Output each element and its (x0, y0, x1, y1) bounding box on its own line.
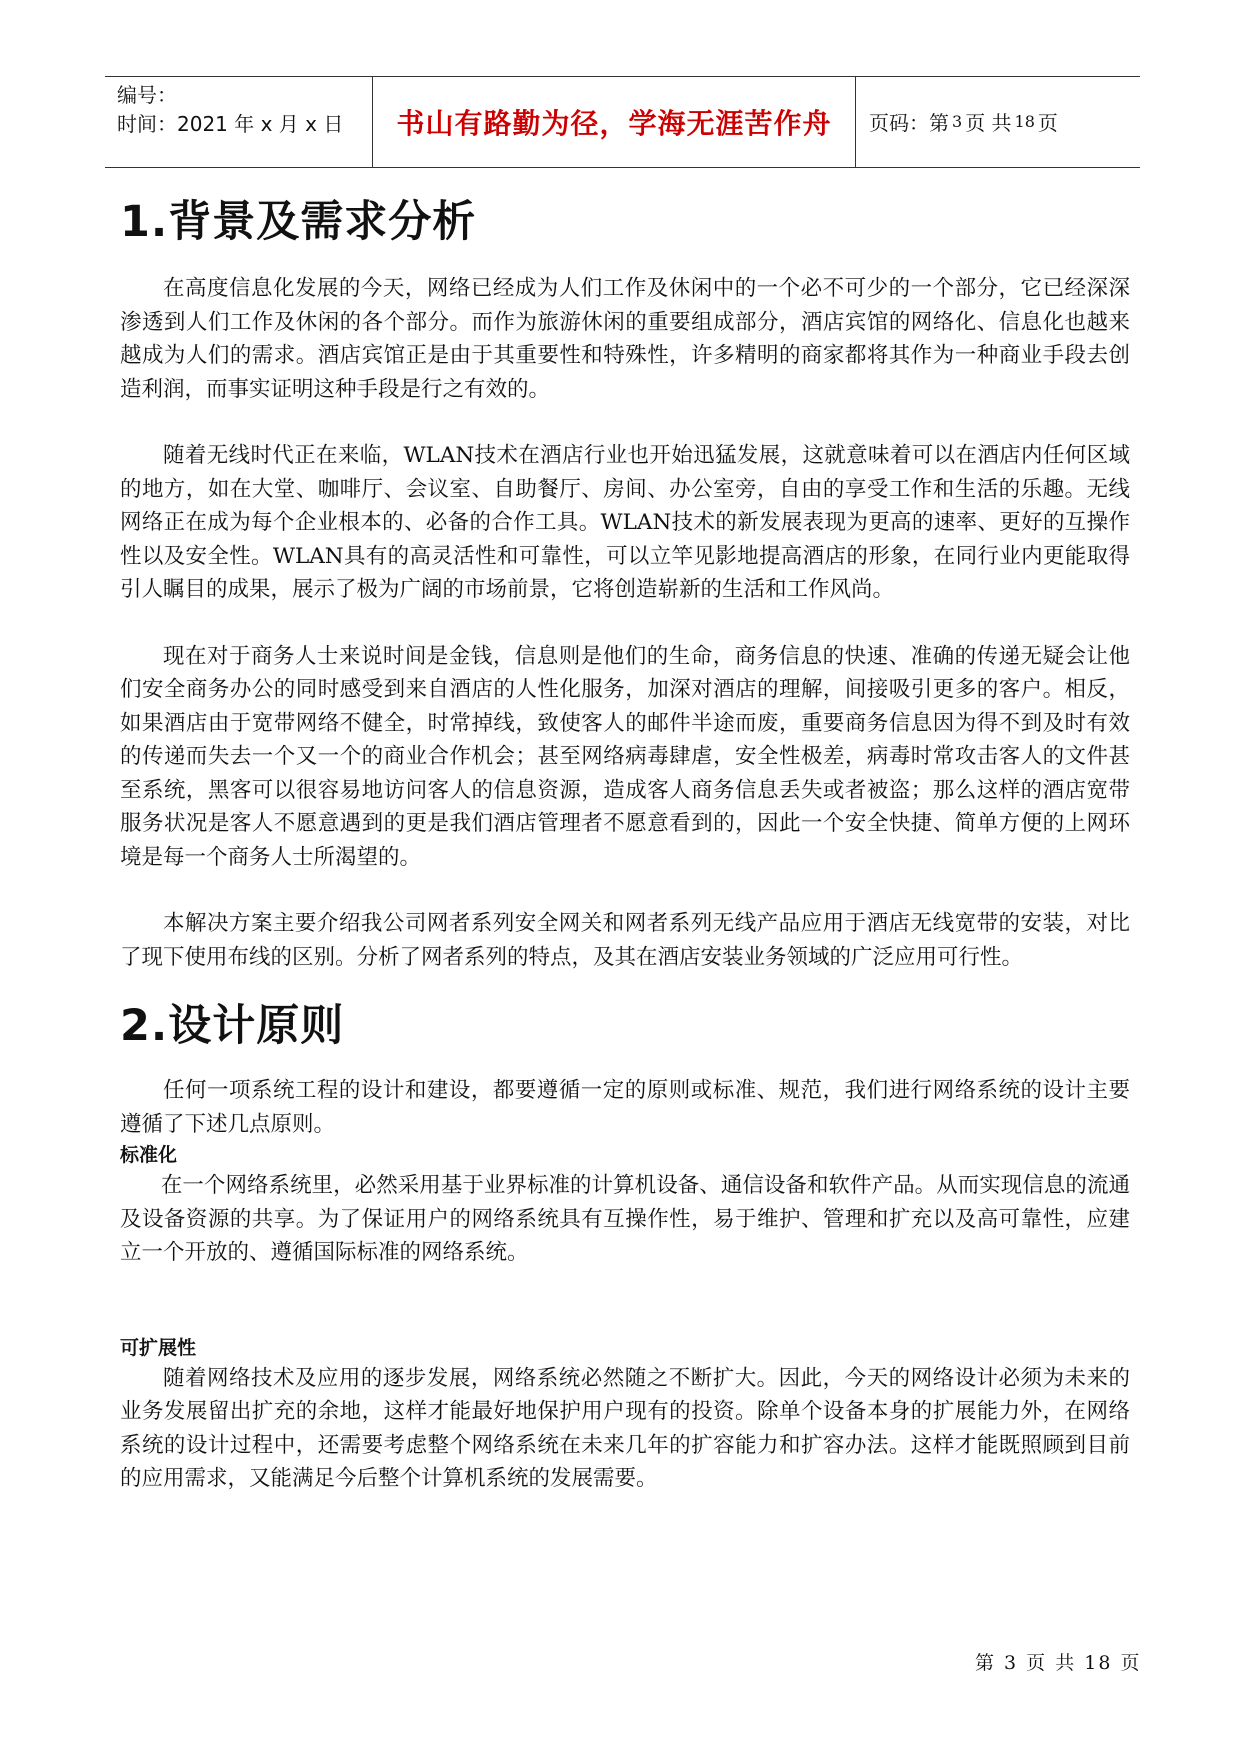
page-prefix: 页码：第 (869, 111, 949, 135)
section-2-intro: 任何一项系统工程的设计和建设，都要遵循一定的原则或标准、规范，我们进行网络系统的设计主要遵循了下述几点原则。 (120, 1078, 1130, 1137)
header-number-label: 编号： (117, 83, 177, 107)
section-1-paragraph: 在高度信息化发展的今天，网络已经成为人们工作及休闲中的一个必不可少的一个部分，它已经深深渗透到人们工作及休闲的各个部分。而作为旅游休闲的重要组成部分，酒店宾馆的网络化、信息化也越来越成为人们的需求。酒店宾馆正是由于其重要性和特殊性，许多精明的商家都将其作为一种商业手段去创造利润，而事实证明这种手段是行之有效的。 (120, 276, 1130, 402)
page-footer: 第 3 页 共 18 页 (975, 1652, 1142, 1674)
page-mid: 页 共 (965, 111, 1012, 135)
section-2-title: 2.设计原则 (120, 1001, 345, 1051)
section-1-title: 1.背景及需求分析 (120, 197, 477, 247)
page-total: 18 (1014, 112, 1035, 131)
header-divider (855, 77, 856, 167)
header-time-label: 时间：2021 年 x 月 x 日 (117, 112, 344, 136)
document-body (120, 190, 1130, 1496)
section-1-paragraph: 随着无线时代正在来临，WLAN技术在酒店行业也开始迅猛发展，这就意味着可以在酒店内任何区域的地方，如在大堂、咖啡厅、会议室、自助餐厅、房间、办公室旁，自由的享受工作和生活的乐趣。无线网络正在成为每个企业根本的、必备的合作工具。WLAN技术的新发展表现为更高的速率、更好的互操作性以及安全性。WLAN具有的高灵活性和可靠性，可以立竿见影地提高酒店的形象，在同行业内更能取得引人瞩目的成果，展示了极为广阔的市场前景，它将创造崭新的生活和工作风尚。 (120, 443, 1130, 602)
header-page-number (869, 77, 1058, 166)
page-suffix: 页 (1037, 111, 1058, 135)
header-motto: 书山有路勤为径，学海无涯苦作舟 (396, 106, 832, 140)
section-1-paragraph: 本解决方案主要介绍我公司网者系列安全网关和网者系列无线产品应用于酒店无线宽带的安装，对比了现下使用布线的区别。分析了网者系列的特点，及其在酒店安装业务领域的广泛应用可行性。 (120, 911, 1130, 970)
page-current: 3 (952, 112, 963, 131)
subsection-text: 在一个网络系统里，必然采用基于业界标准的计算机设备、通信设备和软件产品。从而实现信息的流通及设备资源的共享。为了保证用户的网络系统具有互操作性，易于维护、管理和扩充以及高可靠性，应建立一个开放的、遵循国际标准的网络系统。 (120, 1173, 1130, 1265)
subsection-text: 随着网络技术及应用的逐步发展，网络系统必然随之不断扩大。因此，今天的网络设计必须为未来的业务发展留出扩充的余地，这样才能最好地保护用户现有的投资。除单个设备本身的扩展能力外，在网络系统的设计过程中，还需要考虑整个网络系统在未来几年的扩容能力和扩容办法。这样才能既照顾到目前的应用需求，又能满足今后整个计算机系统的发展需要。 (120, 1365, 1130, 1491)
subsection-title: 可扩展性 (120, 1336, 197, 1359)
section-1-paragraph: 现在对于商务人士来说时间是金钱，信息则是他们的生命，商务信息的快速、准确的传递无疑会让他们安全商务办公的同时感受到来自酒店的人性化服务，加深对酒店的理解，间接吸引更多的客户。相反，如果酒店由于宽带网络不健全，时常掉线，致使客人的邮件半途而废，重要商务信息因为得不到及时有效的传递而失去一个又一个的商业合作机会；甚至网络病毒肆虐，安全性极差，病毒时常攻击客人的文件甚至系统，黑客可以很容易地访问客人的信息资源，造成客人商务信息丢失或者被盗；那么这样的酒店宽带服务状况是客人不愿意遇到的更是我们酒店管理者不愿意看到的，因此一个安全快捷、简单方便的上网环境是每一个商务人士所渴望的。 (120, 643, 1130, 870)
page-header (105, 76, 1140, 168)
subsection-title: 标准化 (120, 1144, 178, 1166)
